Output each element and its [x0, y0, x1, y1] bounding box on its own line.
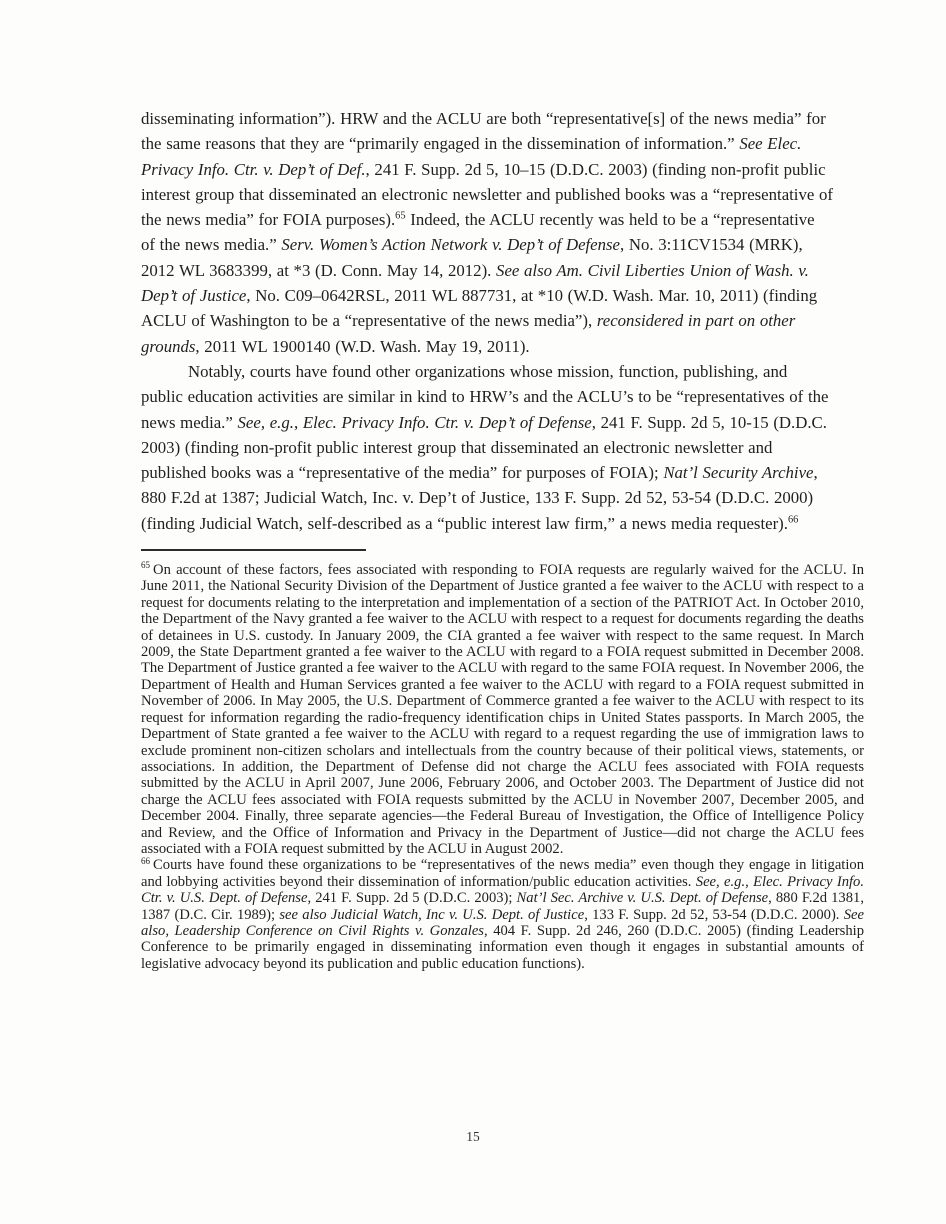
body-paragraph-2: Notably, courts have found other organizations whose mission, function, publishing, and public education activities are similar in kind to HRW’s and the ACLU’s to be “representatives of the news media.” See, e.g., Elec. Privacy Info. Ctr. v. Dep’t of Defense, 241 F. Supp. 2d 5, 10-15 (D.D.C. 2003) (finding non-profit public interest group that disseminated an electronic newsletter and published books was a “representative of the media” for purposes of FOIA); Nat’l Security Archive, 880 F.2d at 1387; Judicial Watch, Inc. v. Dep’t of Justice, 133 F. Supp. 2d 52, 53-54 (D.D.C. 2000) (finding Judicial Watch, self-described as a “public interest law firm,” a news media requester).$^{66}$ [141, 361, 829, 533]
footnote-66-text: Courts have found these organizations to be “representatives of the news media” even though they engage in litigation and lobbying activities beyond their dissemination of information/public education activities. See, e.g., Elec. Privacy Info. Ctr. v. U.S. Dept. of Defense, 241 F. Supp. 2d 5 (D.D.C. 2003); Nat’l Sec. Archive v. U.S. Dept. of Defense, 880 F.2d 1381, 1387 (D.C. Cir. 1989); see also Judicial Watch, Inc v. U.S. Dept. of Justice, 133 F. Supp. 2d 52, 53-54 (D.D.C. 2000). See also, Leadership Conference on Civil Rights v. Gonzales, 404 F. Supp. 2d 246, 260 (D.D.C. 2005) (finding Leadership Conference to be primarily engaged in disseminating information even though it engages in substantial amounts of legislative advocacy beyond its publication and public education functions). [141, 857, 865, 972]
footnote-65-text: On account of these factors, fees associated with responding to FOIA requests are regularly waived for the ACLU. In June 2011, the National Security Division of the Department of Justice granted a fee waiver to the ACLU with respect to a request for documents relating to the interpretation and implementation of a section of the PATRIOT Act. In October 2010, the Department of the Navy granted a fee waiver to the ACLU with respect to a request for documents regarding the deaths of detainees in U.S. custody. In January 2009, the CIA granted a fee waiver with respect to the same request. In March 2009, the State Department granted a fee waiver to the ACLU with regard to a FOIA request submitted in December 2008. The Department of Justice granted a fee waiver to the ACLU with regard to the same FOIA request. In November 2006, the Department of Health and Human Services granted a fee waiver to the ACLU with regard to a FOIA request submitted in November of 2006. In May 2005, the U.S. Department of Commerce granted a fee waiver to the ACLU with respect to its request for information regarding the radio-frequency identification chips in United States passports. In March 2005, the Department of State granted a fee waiver to the ACLU with regard to a request regarding the use of immigration laws to exclude prominent non-citizen scholars and intellectuals from the country because of their political views, statements, or associations. In addition, the Department of Defense did not charge the ACLU fees associated with FOIA requests submitted by the ACLU in April 2007, June 2006, February 2006, and October 2003. The Department of Justice did not charge the ACLU fees associated with FOIA requests submitted by the ACLU in November 2007, December 2005, and December 2004. Finally, three separate agencies—the Federal Bureau of Investigation, the Office of Intelligence Policy and Review, and the Office of Information and Privacy in the Department of Justice—did not charge the ACLU fees associated with a FOIA request submitted by the ACLU in August 2002. [141, 562, 864, 857]
footnote-66-marker: 66 [141, 855, 151, 866]
footnote-66 [141, 857, 864, 972]
page-number: 15 [466, 1129, 480, 1144]
body-text [141, 106, 833, 536]
footnote-separator [141, 549, 366, 551]
footnotes-section [141, 562, 864, 972]
footnote-65-marker: 65 [141, 560, 151, 571]
body-paragraph-1: disseminating information”). HRW and the ACLU are both “representative[s] of the news media” for the same reasons that they are “primarily engaged in the dissemination of information.” See Elec. Privacy Info. Ctr. v. Dep’t of Def., 241 F. Supp. 2d 5, 10–15 (D.D.C. 2003) (finding non-profit public interest group that disseminated an electronic newsletter and published books was a “representative of the news media” for FOIA purposes).$^{65}$ Indeed, the ACLU recently was held to be a “representative of the news media.” Serv. Women’s Action Network v. Dep’t of Defense, No. 3:11CV1534 (MRK), 2012 WL 3683399, at *3 (D. Conn. May 14, 2012). See also Am. Civil Liberties Union of Wash. v. Dep’t of Justice, No. C09–0642RSL, 2011 WL 887731, at *10 (W.D. Wash. Mar. 10, 2011) (finding ACLU of Washington to be a “representative of the news media”), reconsidered in part on other grounds, 2011 WL 1900140 (W.D. Wash. May 19, 2011). [141, 109, 833, 356]
footnote-65 [141, 562, 864, 857]
